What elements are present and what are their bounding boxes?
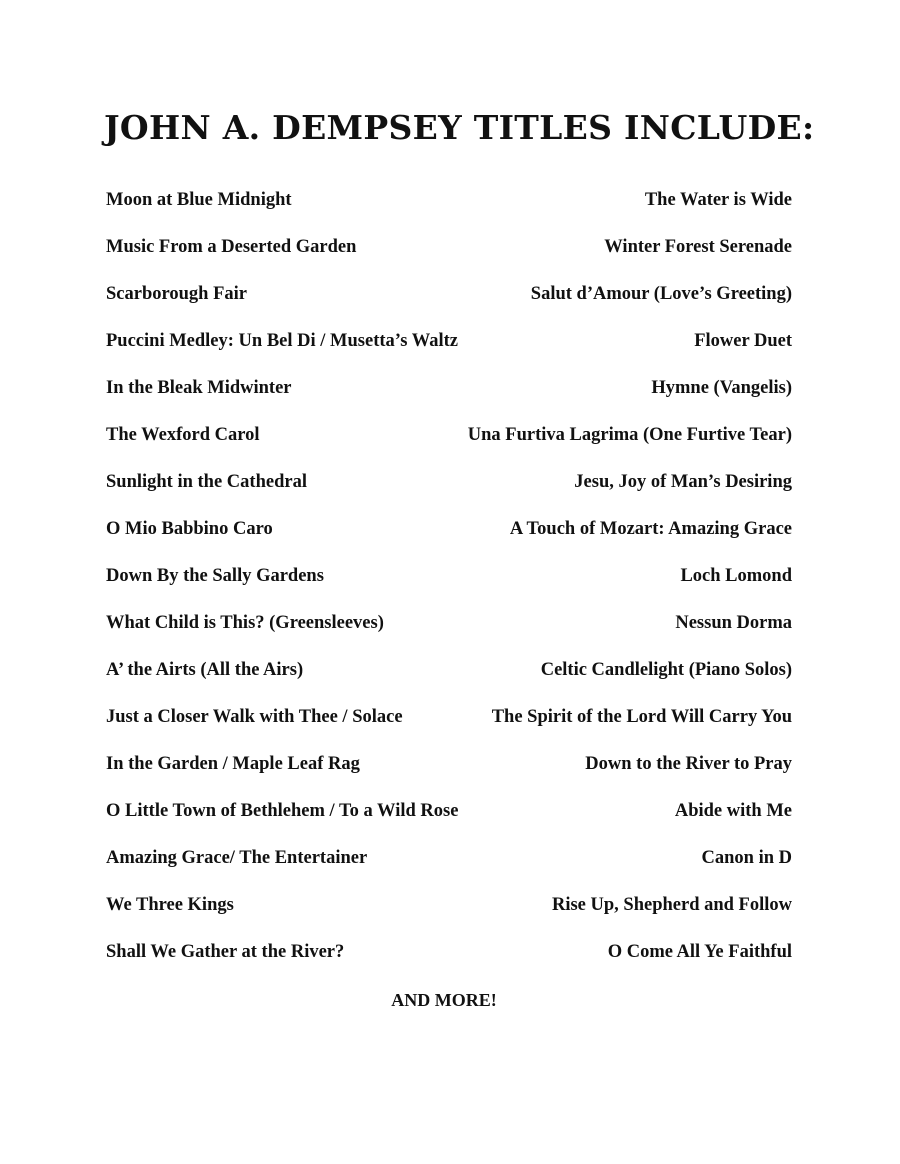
title-row [106, 519, 792, 566]
title-right: Rise Up, Shepherd and Follow [551, 895, 792, 915]
title-left: Music From a Deserted Garden [106, 237, 357, 257]
title-left: In the Garden / Maple Leaf Rag [106, 754, 360, 774]
title-right: Winter Forest Serenade [604, 237, 792, 257]
title-right: Canon in D [701, 848, 792, 868]
title-row [106, 848, 792, 895]
title-row [106, 331, 792, 378]
title-row [106, 754, 792, 801]
title-row [106, 660, 792, 707]
title-right: Nessun Dorma [675, 613, 792, 633]
title-left: Sunlight in the Cathedral [106, 472, 307, 492]
title-right: The Spirit of the Lord Will Carry You [491, 707, 792, 727]
title-row [106, 566, 792, 613]
page-title: JOHN A. DEMPSEY TITLES INCLUDE: [104, 108, 815, 147]
title-right: Celtic Candlelight (Piano Solos) [540, 660, 792, 680]
title-row [106, 284, 792, 331]
title-right: Jesu, Joy of Man’s Desiring [574, 472, 792, 492]
title-row [106, 895, 792, 942]
title-left: We Three Kings [106, 895, 234, 915]
title-left: Just a Closer Walk with Thee / Solace [106, 707, 403, 727]
title-right: O Come All Ye Faithful [607, 942, 792, 962]
title-right: Abide with Me [674, 801, 792, 821]
title-row [106, 190, 792, 237]
title-right: Una Furtiva Lagrima (One Furtive Tear) [467, 425, 792, 445]
title-row [106, 378, 792, 425]
title-row [106, 613, 792, 660]
title-left: Down By the Sally Gardens [106, 566, 324, 586]
title-right: The Water is Wide [644, 190, 792, 210]
title-right: Loch Lomond [680, 566, 792, 586]
and-more-text: AND MORE! [391, 990, 497, 1010]
title-left: Amazing Grace/ The Entertainer [106, 848, 368, 868]
title-right: Hymne (Vangelis) [651, 378, 792, 398]
title-left: The Wexford Carol [106, 425, 260, 445]
title-left: In the Bleak Midwinter [106, 378, 292, 398]
title-row [106, 425, 792, 472]
titles-list [106, 190, 792, 989]
title-left: O Mio Babbino Caro [106, 519, 273, 539]
title-row [106, 237, 792, 284]
title-row [106, 801, 792, 848]
title-right: Down to the River to Pray [585, 754, 792, 774]
title-row [106, 707, 792, 754]
title-row [106, 942, 792, 989]
title-row [106, 472, 792, 519]
title-left: Scarborough Fair [106, 284, 247, 304]
title-right: A Touch of Mozart: Amazing Grace [509, 519, 792, 539]
title-right: Salut d’Amour (Love’s Greeting) [530, 284, 792, 304]
title-left: O Little Town of Bethlehem / To a Wild Rose [106, 801, 459, 821]
title-left: Shall We Gather at the River? [106, 942, 345, 962]
title-left: Moon at Blue Midnight [106, 190, 292, 210]
title-left: A’ the Airts (All the Airs) [106, 660, 304, 680]
title-left: What Child is This? (Greensleeves) [106, 613, 384, 633]
title-left: Puccini Medley: Un Bel Di / Musetta’s Waltz [106, 331, 458, 351]
title-right: Flower Duet [694, 331, 792, 351]
